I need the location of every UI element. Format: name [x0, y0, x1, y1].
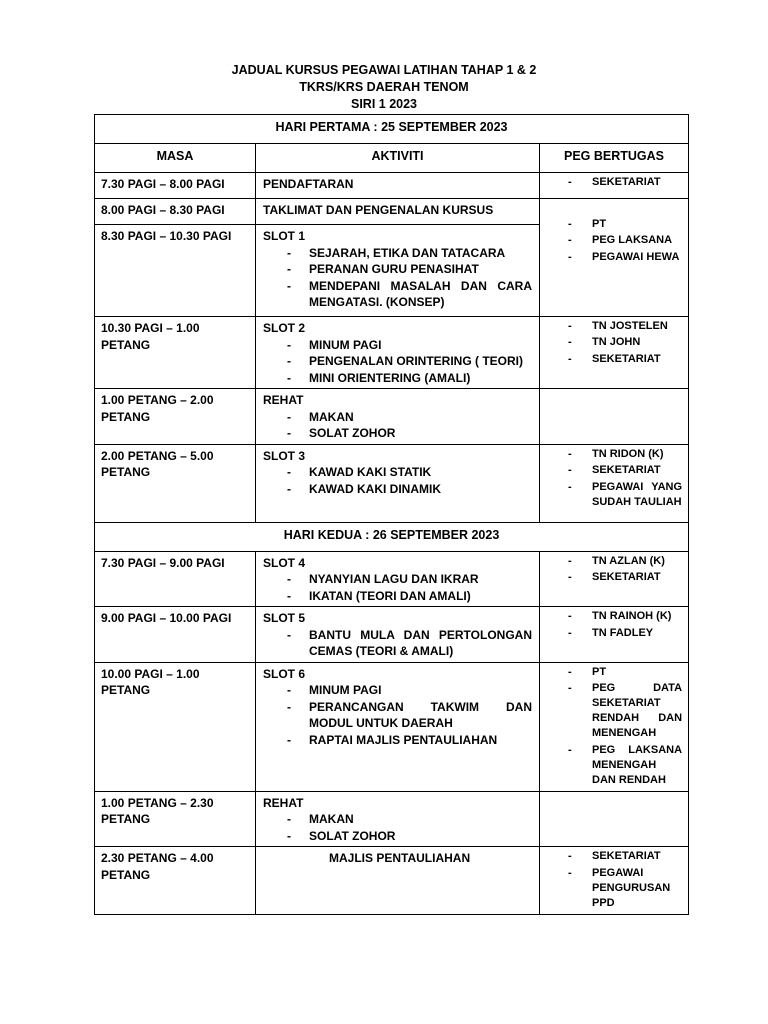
masa-text-a: 10.00 PAGI – 1.00: [101, 666, 200, 681]
document-title: [0, 62, 768, 113]
table-row: [95, 791, 689, 847]
aktiviti-cell: [256, 847, 540, 915]
table-row: [95, 199, 689, 225]
masa-text: 7.30 PAGI – 9.00 PAGI: [101, 555, 225, 570]
masa-text: 8.00 PAGI – 8.30 PAGI: [101, 203, 225, 217]
masa-cell: [95, 173, 256, 199]
activity-item: - BANTU MULA DAN PERTOLONGAN CEMAS (TEORI & AMALI): [263, 627, 532, 660]
peg-item: - PEGAWAI YANG SUDAH TAULIAH: [540, 480, 682, 510]
header-aktiviti: AKTIVITI: [256, 144, 540, 173]
peg-cell: [540, 317, 689, 389]
peg-cell: [540, 551, 689, 607]
slot-label: SLOT 1: [263, 229, 306, 243]
peg-cell-merged: [540, 199, 689, 317]
slot-label: REHAT: [263, 393, 304, 407]
peg-item: - SEKETARIAT: [540, 570, 682, 585]
peg-cell: [540, 607, 689, 663]
masa-text: 8.30 PAGI – 10.30 PAGI: [101, 229, 232, 243]
masa-text: [101, 392, 249, 409]
activity-item: - NYANYIAN LAGU DAN IKRAR: [263, 571, 532, 588]
masa-cell: [95, 551, 256, 607]
day-header-row: [95, 522, 689, 551]
activity-item: - MAKAN: [263, 811, 532, 828]
title-line-1: JADUAL KURSUS PEGAWAI LATIHAN TAHAP 1 & 2: [231, 63, 537, 77]
peg-cell-empty: [540, 791, 689, 847]
day-header-row: [95, 115, 689, 144]
masa-cell: [95, 444, 256, 522]
masa-text-a: 1.00 PETANG – 2.00: [101, 393, 214, 407]
activity-item: - SOLAT ZOHOR: [263, 828, 532, 845]
peg-cell: [540, 444, 689, 522]
masa-text-b: PETANG: [101, 683, 151, 697]
activity-item: - MINUM PAGI: [263, 337, 532, 354]
table-row: [95, 317, 689, 389]
peg-item: - PEGAWAI HEWA: [540, 250, 682, 265]
masa-text-b: PETANG: [101, 337, 151, 352]
activity-item: - PERANCANGAN TAKWIM DAN MODUL UNTUK DAERAH: [263, 699, 532, 732]
activity-item: - MENDEPANI MASALAH DAN CARA MENGATASI. (KONSEP): [263, 278, 532, 311]
peg-item: - TN FADLEY: [540, 626, 682, 641]
masa-text-a: 1.00 PETANG – 2.30: [101, 795, 214, 810]
aktiviti-cell: [256, 551, 540, 607]
activity-item: - SOLAT ZOHOR: [263, 425, 532, 442]
peg-item: - TN AZLAN (K): [540, 554, 682, 569]
masa-text: [101, 666, 249, 683]
slot-label: SLOT 6: [263, 666, 306, 681]
masa-text-b: PETANG: [101, 812, 151, 826]
peg-item: - PEGAWAI PENGURUSAN PPD: [540, 866, 682, 911]
column-header-row: [95, 144, 689, 173]
slot-label: SLOT 5: [263, 611, 306, 625]
peg-cell-empty: [540, 389, 689, 445]
masa-text: [101, 850, 249, 867]
peg-item: - TN JOHN: [540, 335, 682, 350]
masa-text-b: PETANG: [101, 465, 151, 479]
slot-label: REHAT: [263, 795, 304, 810]
peg-item: - SEKETARIAT: [540, 175, 682, 190]
masa-text-a: 2.30 PETANG – 4.00: [101, 851, 214, 865]
peg-item: - SEKETARIAT: [540, 352, 682, 367]
table-row: [95, 551, 689, 607]
aktiviti-cell: [256, 791, 540, 847]
aktiviti-cell: [256, 444, 540, 522]
table-row: [95, 607, 689, 663]
table-row: [95, 662, 689, 791]
masa-cell: [95, 199, 256, 225]
table-row: [95, 444, 689, 522]
masa-cell: [95, 317, 256, 389]
slot-label: SLOT 4: [263, 555, 306, 570]
activity-item: - MINI ORIENTERING (AMALI): [263, 370, 532, 387]
peg-item: - PT: [540, 217, 682, 232]
masa-text-b: PETANG: [101, 867, 151, 882]
peg-item: - SEKETARIAT: [540, 849, 682, 864]
masa-text-a: 2.00 PETANG – 5.00: [101, 448, 214, 463]
table-row: [95, 173, 689, 199]
aktiviti-text: PENDAFTARAN: [263, 177, 354, 191]
activity-item: - PERANAN GURU PENASIHAT: [263, 261, 532, 278]
masa-cell: [95, 607, 256, 663]
table-row: [95, 847, 689, 915]
peg-item: - PEG LAKSANA MENENGAH DAN RENDAH: [540, 743, 682, 788]
peg-item: - PEG LAKSANA: [540, 233, 682, 248]
header-peg-bertugas: PEG BERTUGAS: [540, 144, 689, 173]
activity-item: - KAWAD KAKI STATIK: [263, 464, 532, 481]
peg-cell: [540, 662, 689, 791]
peg-item: - PEG DATA SEKETARIAT RENDAH DAN MENENGAH: [540, 681, 682, 741]
aktiviti-cell: [256, 662, 540, 791]
peg-item: - TN RIDON (K): [540, 447, 682, 462]
header-masa: MASA: [95, 144, 256, 173]
aktiviti-cell: [256, 607, 540, 663]
masa-cell: [95, 225, 256, 317]
masa-text: [101, 448, 249, 465]
schedule-table: [94, 114, 689, 915]
aktiviti-text: TAKLIMAT DAN PENGENALAN KURSUS: [263, 203, 494, 217]
aktiviti-cell: [256, 199, 540, 225]
masa-cell: [95, 389, 256, 445]
title-line-3: SIRI 1 2023: [350, 97, 417, 111]
peg-item: - PT: [540, 665, 682, 680]
day-1-label: HARI PERTAMA : 25 SEPTEMBER 2023: [95, 115, 689, 144]
slot-label: SLOT 3: [263, 448, 306, 463]
peg-item: - TN RAINOH (K): [540, 609, 682, 624]
aktiviti-cell: [256, 389, 540, 445]
activity-item: - MAKAN: [263, 409, 532, 426]
aktiviti-text: MAJLIS PENTAULIAHAN: [329, 851, 471, 865]
table-row: [95, 389, 689, 445]
masa-cell: [95, 791, 256, 847]
aktiviti-cell: [256, 317, 540, 389]
activity-item: - SEJARAH, ETIKA DAN TATACARA: [263, 245, 532, 262]
masa-text: [101, 320, 249, 337]
title-line-2: TKRS/KRS DAERAH TENOM: [299, 80, 469, 94]
peg-item: - TN JOSTELEN: [540, 319, 682, 334]
activity-item: - PENGENALAN ORINTERING ( TEORI): [263, 353, 532, 370]
aktiviti-cell: [256, 225, 540, 317]
masa-cell: [95, 662, 256, 791]
peg-cell: [540, 173, 689, 199]
masa-text-a: 10.30 PAGI – 1.00: [101, 321, 200, 335]
slot-label: SLOT 2: [263, 321, 306, 335]
masa-text-b: PETANG: [101, 409, 151, 424]
day-2-label: HARI KEDUA : 26 SEPTEMBER 2023: [95, 522, 689, 551]
activity-item: - MINUM PAGI: [263, 682, 532, 699]
peg-item: - SEKETARIAT: [540, 463, 682, 478]
masa-text: [101, 795, 249, 812]
aktiviti-cell: [256, 173, 540, 199]
peg-cell: [540, 847, 689, 915]
activity-item: - IKATAN (TEORI DAN AMALI): [263, 588, 532, 605]
masa-cell: [95, 847, 256, 915]
masa-text: 9.00 PAGI – 10.00 PAGI: [101, 611, 232, 625]
masa-text: 7.30 PAGI – 8.00 PAGI: [101, 177, 225, 191]
activity-item: - KAWAD KAKI DINAMIK: [263, 481, 532, 498]
activity-item: - RAPTAI MAJLIS PENTAULIAHAN: [263, 732, 532, 749]
